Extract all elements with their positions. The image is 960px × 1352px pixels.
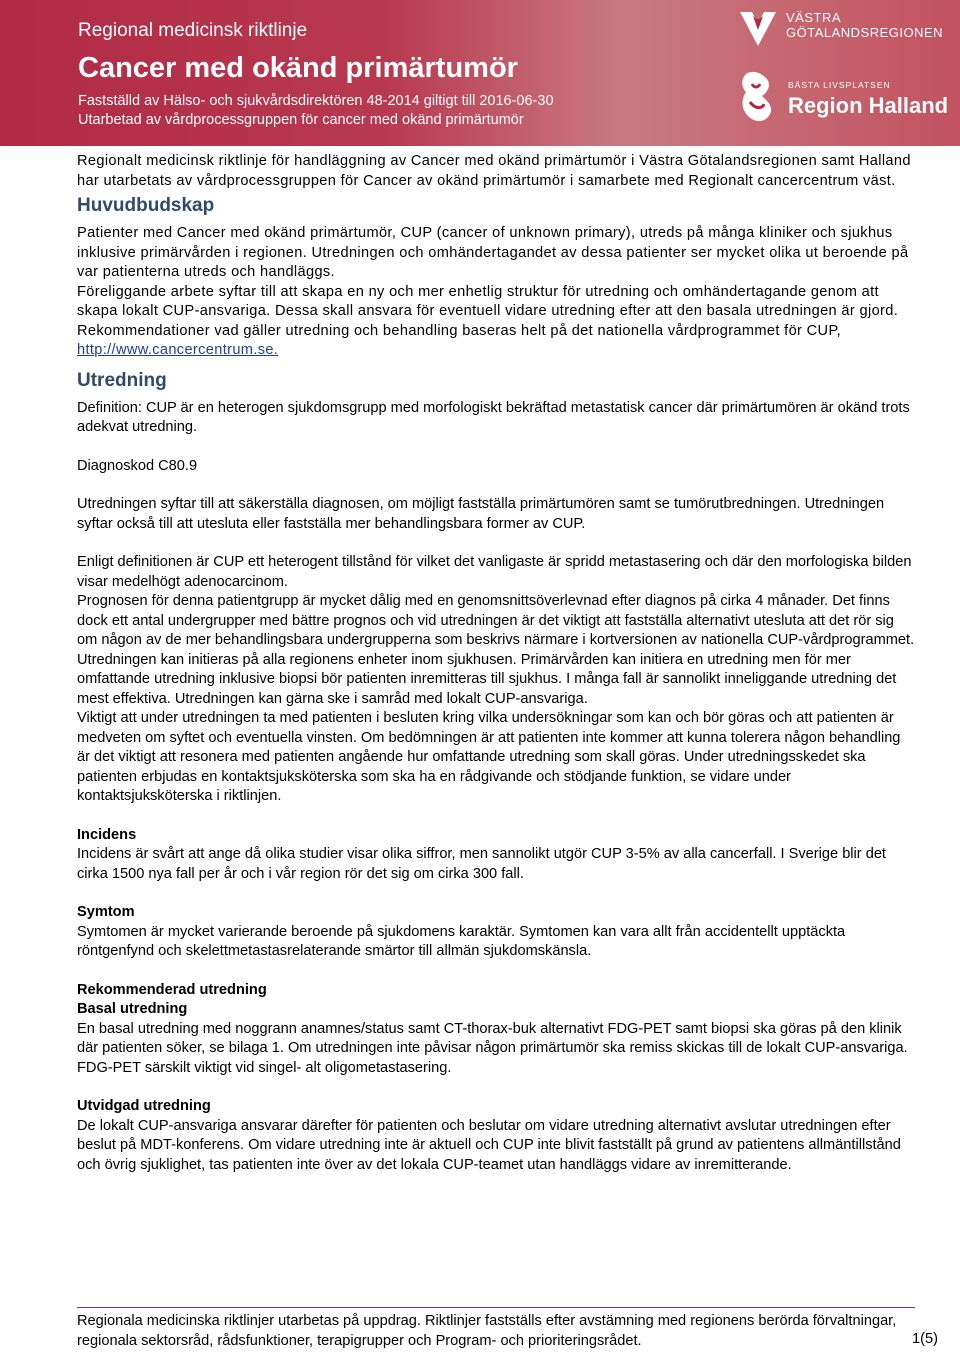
viktigt-paragraph: Viktigt att under utredningen ta med patienten i besluten kring vilka undersökningar som kan och bör göras och att patienten är medveten om syftet och eventuella vinsten. Om bedömningen är att patienten inte kommer att kunna tolerera någon behandling är det viktigt att resonera med patienten angående hur omfattande utredning som skall göras. Under utredningsskedet ska patienten erbjudas en kontaktsjuksköterska som ska ha en rådgivande och stödjande funktion, se vidare under kontaktsjuksköterska i riktlinjen.	[77, 710, 901, 804]
section-heading-utredning: Utredning	[77, 369, 167, 391]
diagnoskod-paragraph: Diagnoskod C80.9	[77, 457, 198, 474]
cancercentrum-link[interactable]: http://www.cancercentrum.se.	[77, 342, 279, 358]
section-heading-huvudbudskap: Huvudbudskap	[77, 195, 215, 216]
header-banner	[0, 0, 960, 146]
document-title: Cancer med okänd primärtumör	[78, 52, 518, 84]
huvudbudskap-text: Rekommendationer vad gäller utredning och behandling baseras helt på det nationella vårdprogrammet för CUP,	[77, 322, 842, 339]
section-heading-rekommenderad: Rekommenderad utredning	[77, 981, 267, 998]
page-number: 1(5)	[912, 1331, 938, 1347]
region-halland-emblem-icon	[736, 70, 782, 126]
region-halland-tagline: BÄSTA LIVSPLATSEN	[788, 80, 891, 90]
approval-info: Fastställd av Hälso- och sjukvårdsdirektören 48-2014 giltigt till 2016-06-30	[78, 93, 554, 109]
vgr-logo-line1: VÄSTRA	[786, 10, 842, 25]
initieras-paragraph: Utredningen kan initieras på alla regionens enheter inom sjukhusen. Primärvården kan initiera en utredning men för mer omfattande utredning inklusive biopsi bör patienten inremitteras till sjukhus. I många fall är sannolikt inneliggande utredning det mest effektiva. Utredningen kan gärna ske i samråd med lokalt CUP-ansvariga.	[77, 651, 897, 707]
author-info: Utarbetad av vårdprocessgruppen för cancer med okänd primärtumör	[78, 112, 524, 128]
symtom-paragraph: Symtomen är mycket varierande beroende på sjukdomens karaktär. Symtomen kan vara allt från accidentellt upptäckta röntgenfynd och skelettmetastasrelaterande smärtor till allmän sjukdomskänsla.	[77, 923, 846, 959]
huvudbudskap-paragraph-2: Föreliggande arbete syftar till att skapa en ny och mer enhetlig struktur för utredning och omhändertagande genom att skapa lokalt CUP-ansvariga. Dessa skall ansvara för eventuell vidare utredning efter att den basala utredningen är gjord.	[77, 283, 899, 319]
section-heading-basal: Basal utredning	[77, 1001, 188, 1017]
document-series: Regional medicinsk riktlinje	[78, 20, 308, 41]
vastra-gotalandsregionen-logo	[736, 6, 956, 56]
utvidgad-utredning-paragraph: De lokalt CUP-ansvariga ansvarar därefter för patienten och beslutar om vidare utredning alternativt avslutar utredningen efter beslut på MDT-konferens. Om vidare utredning inte är aktuell och CUP inte blivit fastställt på grund av patientens allmäntillstånd och övrig sjuklighet, tas patienten inte över av det lokala CUP-teamet utan handläggs vidare av inremitterande.	[77, 1117, 901, 1173]
vgr-logo-line2: GÖTALANDSREGIONEN	[786, 25, 944, 40]
section-heading-symtom: Symtom	[77, 904, 135, 920]
prognos-paragraph: Prognosen för denna patientgrupp är mycket dålig med en genomsnittsöverlevnad efter diagnos på cirka 4 månader. Det finns dock ett antal undergrupper med bättre prognos och vid utredningen är det viktigt att fastställa alternativt utesluta att det rör sig om någon av de mer behandlingsbara undergrupperna som beskrivs närmare i kortversionen av nationella CUP-vårdprogrammet.	[77, 593, 915, 648]
document-body	[77, 152, 917, 1175]
basal-utredning-paragraph: En basal utredning med noggrann anamnes/status samt CT-thorax-buk alternativt FDG-PET samt biopsi ska göras på den klinik där patienten söker, se bilaga 1. Om utredningen inte påvisar någon primärtumör ska remiss skickas till de lokalt CUP-ansvariga. FDG-PET särskilt viktigt vid singel- alt oligometastasering.	[77, 1020, 908, 1076]
region-halland-logo	[736, 70, 956, 132]
vgr-logo-text	[786, 10, 943, 40]
footer-divider	[77, 1307, 915, 1308]
intro-paragraph: Regionalt medicinsk riktlinje för handläggning av Cancer med okänd primärtumör i Västra Götalandsregionen samt Halland har utarbetats av vårdprocessgruppen för Cancer av okänd primärtumör i samarbete med Regionalt cancercentrum väst.	[77, 153, 911, 189]
definition-paragraph: Definition: CUP är en heterogen sjukdomsgrupp med morfologiskt bekräftad metastatisk cancer där primärtumören är okänd trots adekvat utredning.	[77, 399, 910, 435]
definition-cup-paragraph: Enligt definitionen är CUP ett heterogent tillstånd för vilket det vanligaste är spridd metastasering och där den morfologiska bilden visar medelhögt adenocarcinom.	[77, 554, 912, 590]
huvudbudskap-paragraph-1: Patienter med Cancer med okänd primärtumör, CUP (cancer of unknown primary), utreds på många kliniker och sjukhus inklusive primärvården i regionen. Utredningen och omhändertagandet av dessa patienter ser mycket olika ut beroende på var patienterna utreds och handläggs.	[77, 225, 909, 280]
syfte-paragraph: Utredningen syftar till att säkerställa diagnosen, om möjligt fastställa primärtumören samt se tumörutbredningen. Utredningen syftar också till att utesluta eller fastställa mer behandlingsbara former av CUP.	[77, 496, 885, 532]
section-heading-incidens: Incidens	[77, 826, 137, 843]
footer-text: Regionala medicinska riktlinjer utarbetas på uppdrag. Riktlinjer fastställs efter avstämning med regionens berörda förvaltningar, regionala sektorsråd, rådsfunktioner, terapigrupper och Program- och prioriteringsrådet.	[77, 1313, 897, 1349]
region-halland-name: Region Halland	[788, 93, 949, 118]
huvudbudskap-paragraph-3	[77, 322, 917, 361]
vgr-emblem-icon	[736, 6, 780, 50]
incidens-paragraph: Incidens är svårt att ange då olika studier visar olika siffror, men sannolikt utgör CUP 3-5% av alla cancerfall. I Sverige blir det cirka 1500 nya fall per år och i vår region rör det sig om cirka 300 fall.	[77, 846, 886, 882]
section-heading-utvidgad: Utvidgad utredning	[77, 1098, 211, 1114]
